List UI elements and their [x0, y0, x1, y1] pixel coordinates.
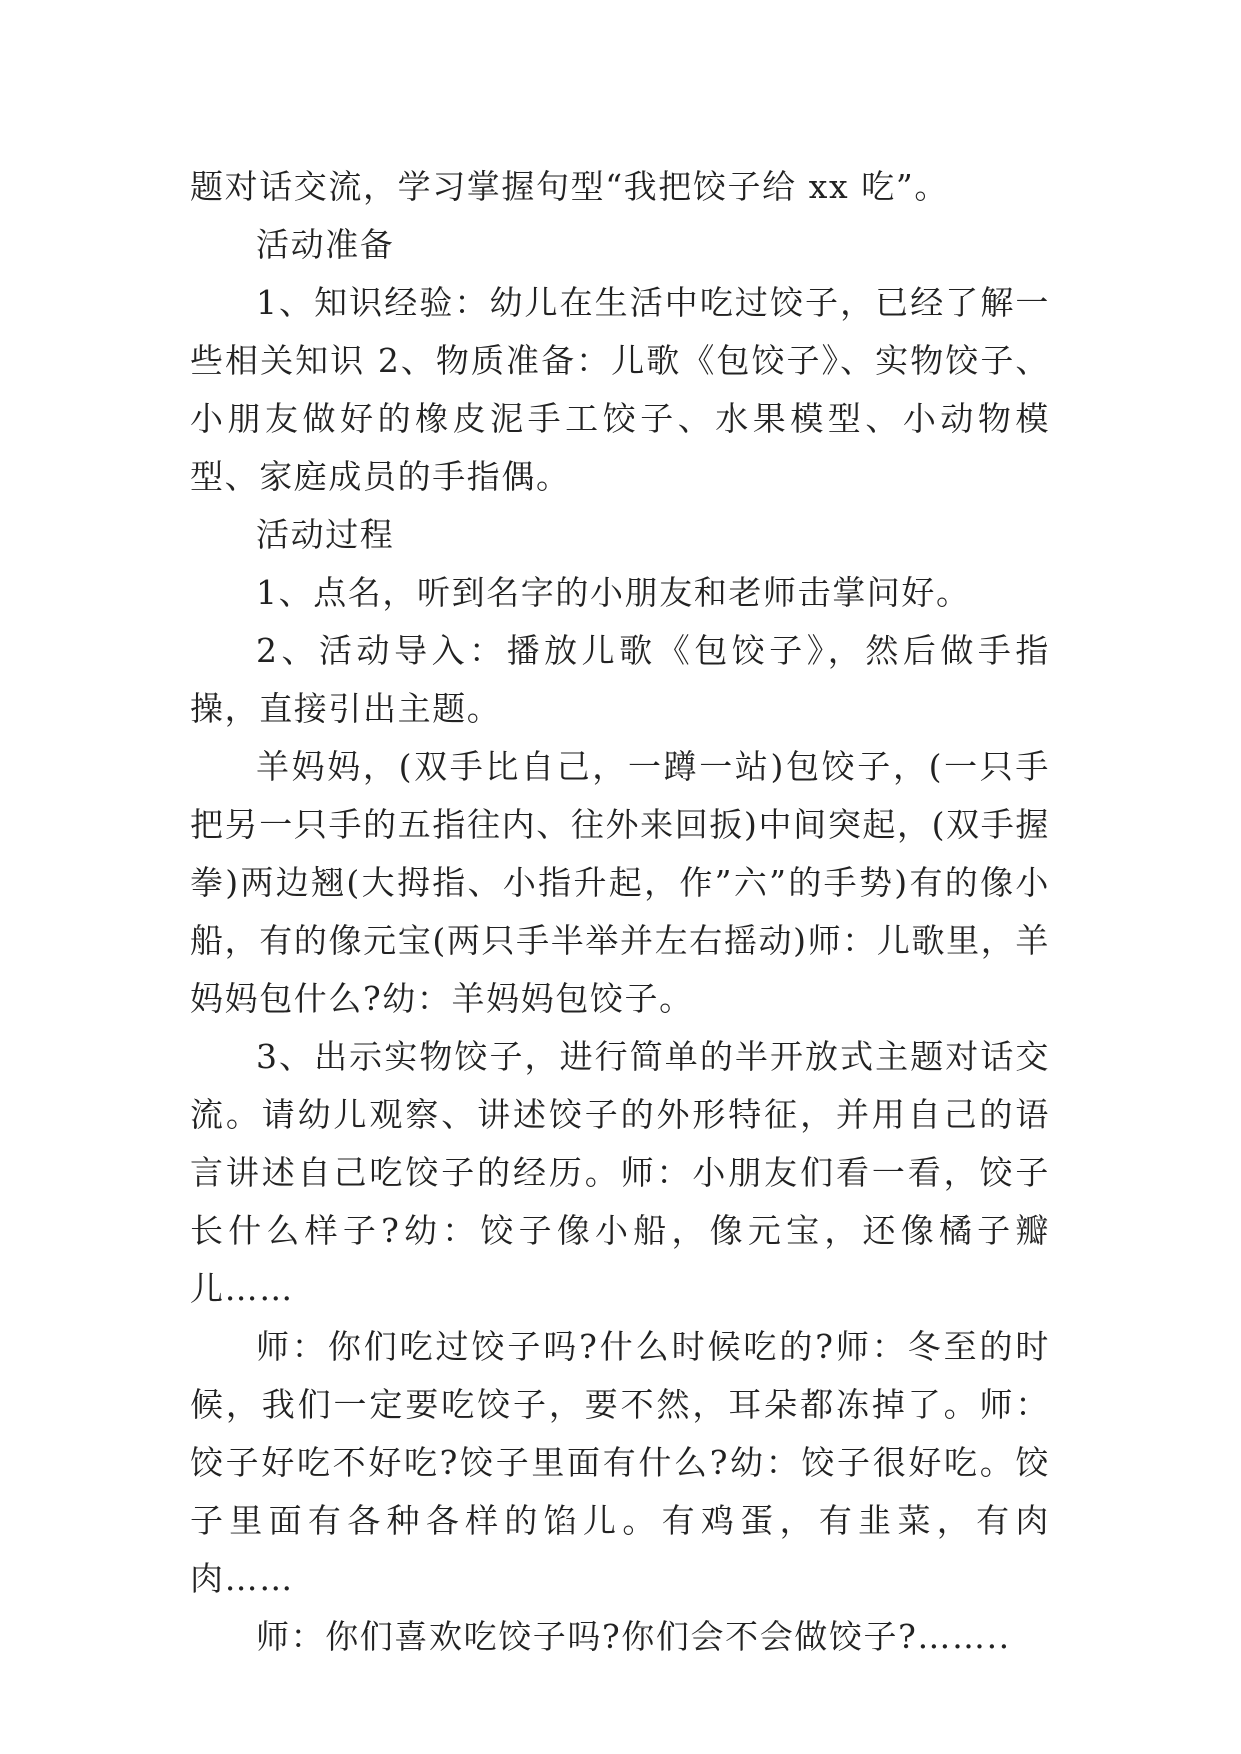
- paragraph-continuation: 题对话交流，学习掌握句型“我把饺子给 xx 吃”。: [190, 167, 949, 206]
- paragraph-nursery-rhyme: 羊妈妈，(双手比自己，一蹲一站)包饺子，(一只手把另一只手的五指往内、往外来回扳)中间突起，(双手握拳)两边翘(大拇指、小指升起，作”六”的手势)有的像小船，有的像元宝(两只手半举并左右摇动)师：儿歌里，羊妈妈包什么?幼：羊妈妈包饺子。: [190, 747, 1050, 1018]
- paragraph-dialogue-2: 师：你们喜欢吃饺子吗?你们会不会做饺子?……..: [256, 1617, 1011, 1656]
- paragraph-preparation-items: 1、知识经验：幼儿在生活中吃过饺子，已经了解一些相关知识 2、物质准备：儿歌《包饺子》、实物饺子、小朋友做好的橡皮泥手工饺子、水果模型、小动物模型、家庭成员的手指偶。: [190, 283, 1050, 496]
- section-heading-process: 活动过程: [256, 515, 395, 554]
- paragraph-step-2: 2、活动导入：播放儿歌《包饺子》，然后做手指操，直接引出主题。: [190, 631, 1050, 728]
- section-heading-preparation: 活动准备: [256, 225, 395, 264]
- paragraph-dialogue-1: 师：你们吃过饺子吗?什么时候吃的?师：冬至的时候，我们一定要吃饺子，要不然，耳朵都冻掉了。师：饺子好吃不好吃?饺子里面有什么?幼：饺子很好吃。饺子里面有各种各样的馅儿。有鸡蛋，有韭菜，有肉肉……: [190, 1327, 1050, 1598]
- document-body: [190, 158, 1050, 1666]
- paragraph-step-3: 3、出示实物饺子，进行简单的半开放式主题对话交流。请幼儿观察、讲述饺子的外形特征，并用自己的语言讲述自己吃饺子的经历。师：小朋友们看一看，饺子长什么样子?幼：饺子像小船，像元宝，还像橘子瓣儿……: [190, 1037, 1050, 1308]
- paragraph-step-1: 1、点名，听到名字的小朋友和老师击掌问好。: [256, 573, 971, 612]
